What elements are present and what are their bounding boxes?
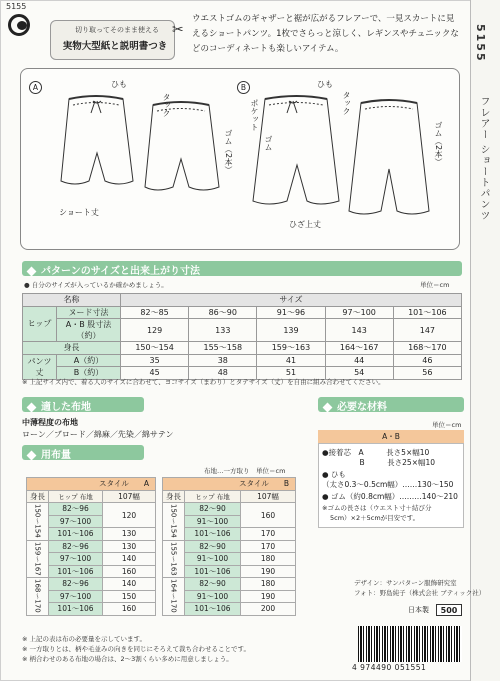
credit-design: デザイン：サンパターン服飾研究室 [354,579,457,587]
yardage-hip-cell: 91〜100 [185,590,241,603]
b-length-label: ひざ上丈 [289,220,321,229]
yardage-footnote: ※ 一方取りとは、柄や毛並みの向きを同じにそろえて裁ち合わせることです。 [22,645,250,653]
size-cell: 45 [121,367,189,380]
b-pocket-label: ポケット [250,99,259,131]
size-cell: 139 [257,319,325,342]
size-cell: 91〜96 [257,306,325,319]
yardage-hip-cell: 97〜100 [49,590,103,603]
yardage-value-cell: 140 [103,553,156,566]
made-in-label: 日本製 [408,606,429,614]
size-cell: 133 [189,319,257,342]
material-line: ※ゴムの長さは（ウエスト寸＋結び分 [322,504,432,512]
size-cell: 35 [121,354,189,367]
yardage-section-title: 用布量 [28,446,71,461]
pattern-number: 5155 [6,2,27,11]
pants-length-label: パンツ丈 [23,354,57,379]
yardage-height-cell: 159〜167 [27,540,49,578]
materials-head: A・B [318,430,464,443]
material-line: 5cm）×2＋5cmが目安です。 [330,514,420,522]
garment-drawings [21,69,461,251]
credit-photo: フォト：野島純子（株式会社 ブティック社） [354,589,486,597]
size-cell: 101〜106 [393,306,461,319]
fabric-subtitle: 中薄程度の布地 [22,418,78,427]
size-table [22,293,462,380]
price-box: 500 [436,604,462,616]
style-a-marker: A [29,81,42,94]
size-cell: 150〜154 [121,342,189,355]
material-line: ● ひも [322,470,346,479]
height-label: 身長 [23,342,121,355]
spine-number: 5155 [474,24,487,63]
yardage-value-cell: 160 [241,503,296,528]
size-cell: 164〜167 [325,342,393,355]
yardage-value-cell: 160 [103,603,156,616]
yardage-hip-cell: 82〜90 [185,578,241,591]
yardage-hip-cell: 82〜96 [49,578,103,591]
yardage-hip-fabric-label: ヒップ 布地 [185,490,241,503]
size-cell: 147 [393,319,461,342]
pants-a-label: A（約） [57,354,121,367]
barcode-number: 4 974490 051551 [352,663,427,672]
size-cell: 129 [121,319,189,342]
yardage-height-label: 身長 [163,490,185,503]
shorts-b-front [349,100,429,214]
yardage-height-cell: 168〜170 [27,578,49,616]
yardage-width-label: 107幅 [103,490,156,503]
yardage-hip-cell: 101〜106 [185,528,241,541]
yardage-height-cell: 150〜154 [163,503,185,541]
yardage-hip-cell: 101〜106 [185,565,241,578]
yardage-value-cell: 170 [241,528,296,541]
b-himo-label: ひも [317,80,333,89]
b-gomu-label: ゴム（2本） [434,121,443,167]
hip-nude-label: ヌード寸法 [57,306,121,319]
yardage-hip-cell: 101〜106 [185,603,241,616]
size-cell: 46 [393,354,461,367]
yardage-table-a [26,477,156,616]
yardage-height-label: 身長 [27,490,49,503]
yardage-value-cell: 180 [241,578,296,591]
yardage-value-cell: 140 [103,578,156,591]
yardage-value-cell: 180 [241,553,296,566]
yardage-height-cell: 164〜170 [163,578,185,616]
yardage-value-cell: 150 [103,590,156,603]
size-cell: 168〜170 [393,342,461,355]
yardage-value-cell: 120 [103,503,156,528]
style-b-marker: B [237,81,250,94]
intro-text: ウエストゴムのギャザーと裾が広がるフレアーで、一見スカートに見えるショートパンツ。1枚でさらっと涼しく、レギンスやチュニックなどのコーディネートも楽しいアイテム。 [192,14,459,54]
size-header-name: 名称 [23,294,121,307]
yardage-value-cell: 130 [103,528,156,541]
yardage-hip-cell: 82〜96 [49,503,103,516]
size-section-title: パターンのサイズと出来上がり寸法 [28,262,200,277]
pants-b-label: B（約） [57,367,121,380]
a-length-label: ショート丈 [59,208,99,217]
size-footnote: ※ 上記サイズ内で、着る人のサイズに合わせて、ヨコサイズ（まわり）とタテサイズ（丈）を自由に組み合わせてください。 [22,378,385,386]
size-note: ● 自分のサイズが入っているか確かめましょう。 [24,281,168,289]
yardage-hip-cell: 97〜100 [49,553,103,566]
yardage-hip-cell: 101〜106 [49,603,103,616]
spine-title: フレアー ショートパンツ [478,96,489,222]
size-header-size: サイズ [121,294,462,307]
yardage-hip-fabric-label: ヒップ 布地 [49,490,103,503]
yardage-table-b [162,477,296,616]
material-line: ●接着芯 A 長さ5×幅10 [322,448,430,457]
brand-logo-icon [8,14,30,36]
yardage-hip-cell: 91〜100 [185,515,241,528]
materials-section-title: 必要な材料 [324,398,387,413]
yardage-hip-cell: 82〜96 [49,540,103,553]
yardage-hip-cell: 97〜100 [49,515,103,528]
yardage-footnote: ※ 上記の表は布の必要量を示しています。 [22,635,146,643]
material-line: （太さ0.3〜0.5cm幅）……130〜150 [322,480,454,489]
size-cell: 41 [257,354,325,367]
yardage-height-cell: 155〜163 [163,540,185,578]
yardage-value-cell: 190 [241,590,296,603]
yardage-value-cell: 130 [103,540,156,553]
yardage-footnote: ※ 柄合わせのある布地の場合は、2〜3割くらい多めに用意しましょう。 [22,655,233,663]
size-cell: 56 [393,367,461,380]
yardage-value-cell: 190 [241,565,296,578]
cutout-big-text: 実物大型紙と説明書つき [62,41,168,52]
materials-unit: 単位＝cm [432,421,462,429]
scissors-icon: ✂ [172,22,184,38]
hip-ab-label: A・B 股寸法（約） [57,319,121,342]
a-himo-label: ひも [111,80,127,89]
material-line: B 長さ25×幅10 [322,458,436,467]
material-line: ● ゴム（約0.8cm幅）………140〜210 [322,492,458,501]
yardage-note: 布地…一方取り 単位＝cm [204,467,286,475]
yardage-value-cell: 160 [103,565,156,578]
shorts-a-front [145,102,219,190]
shorts-a-back [61,96,133,184]
fabric-list: ローン／ブロード／綿麻／先染／綿サテン [22,430,174,439]
a-tuck-label: タック [162,93,171,117]
size-cell: 51 [257,367,325,380]
cutout-small-text: 切り取ってそのまま使える [75,26,159,34]
yardage-hip-cell: 101〜106 [49,565,103,578]
yardage-value-cell: 200 [241,603,296,616]
size-cell: 97〜100 [325,306,393,319]
yardage-height-cell: 150〜154 [27,503,49,541]
barcode [358,626,462,662]
yardage-width-label: 107幅 [241,490,296,503]
yardage-value-cell: 170 [241,540,296,553]
size-cell: 38 [189,354,257,367]
yardage-hip-cell: 91〜100 [185,553,241,566]
size-cell: 54 [325,367,393,380]
size-cell: 143 [325,319,393,342]
hip-label: ヒップ [23,306,57,342]
size-cell: 159〜163 [257,342,325,355]
size-unit: 単位＝cm [420,281,450,289]
yardage-hip-cell: 82〜90 [185,540,241,553]
illustration-panel [20,68,460,250]
size-cell: 82〜85 [121,306,189,319]
b-gomu-top-label: ゴム [264,135,273,151]
size-cell: 86〜90 [189,306,257,319]
credits [354,578,485,598]
yardage-style-row: スタイル A [27,478,156,491]
b-tuck-label: タック [342,91,351,115]
fabric-section-title: 適した布地 [28,398,91,413]
yardage-hip-cell: 82〜90 [185,503,241,516]
yardage-hip-cell: 101〜106 [49,528,103,541]
yardage-style-row: スタイル B [163,478,296,491]
a-gomu-label: ゴム（2本） [224,129,233,175]
size-cell: 155〜158 [189,342,257,355]
size-cell: 48 [189,367,257,380]
size-cell: 44 [325,354,393,367]
